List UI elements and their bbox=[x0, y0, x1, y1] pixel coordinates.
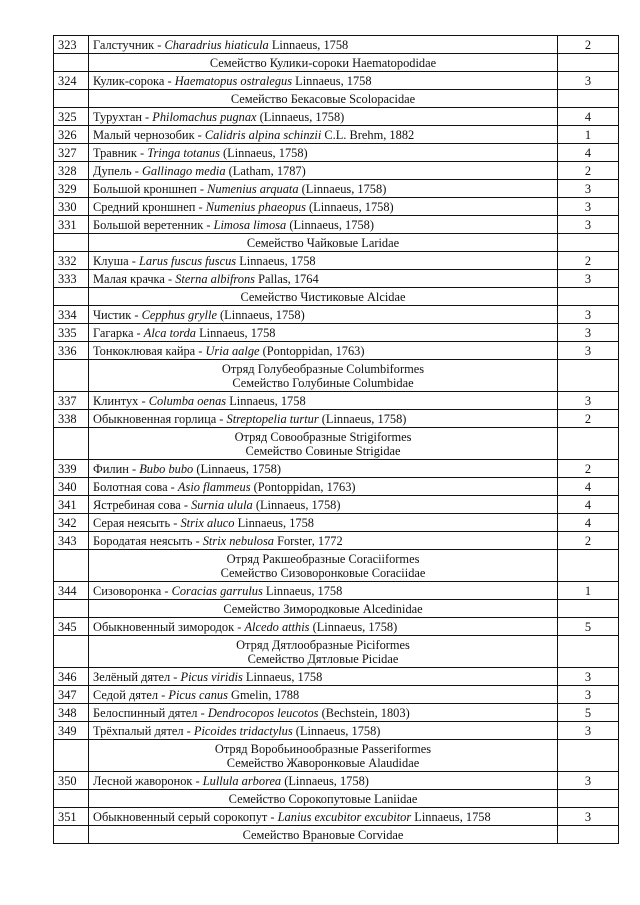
author-year: (Pontoppidan, 1763) bbox=[259, 344, 365, 358]
species-name-cell bbox=[89, 306, 558, 324]
species-row bbox=[54, 36, 619, 54]
russian-name: Средний кроншнеп - bbox=[93, 200, 206, 214]
empty-cell bbox=[558, 90, 619, 108]
empty-cell bbox=[54, 54, 89, 72]
author-year: Pallas, 1764 bbox=[254, 272, 319, 286]
species-number: 344 bbox=[54, 582, 89, 600]
species-number: 346 bbox=[54, 668, 89, 686]
taxon-heading-line: Отряд Совообразные Strigiformes bbox=[234, 430, 412, 444]
latin-name: Streptopelia turtur bbox=[226, 412, 319, 426]
status-category: 2 bbox=[558, 36, 619, 54]
species-name-cell bbox=[89, 392, 558, 410]
author-year: (Linnaeus, 1758) bbox=[318, 412, 407, 426]
status-category: 5 bbox=[558, 618, 619, 636]
group-row bbox=[54, 636, 619, 668]
taxon-heading-line: Отряд Голубеобразные Columbiformes bbox=[221, 362, 425, 376]
author-year: (Linnaeus, 1758) bbox=[309, 620, 398, 634]
status-category: 4 bbox=[558, 108, 619, 126]
species-row bbox=[54, 410, 619, 428]
taxon-group-heading bbox=[89, 288, 558, 306]
document-page bbox=[53, 35, 619, 844]
status-category: 3 bbox=[558, 306, 619, 324]
taxon-heading-line: Семейство Чайковые Laridae bbox=[246, 236, 400, 250]
species-row bbox=[54, 126, 619, 144]
status-category: 1 bbox=[558, 582, 619, 600]
species-row bbox=[54, 478, 619, 496]
status-category: 3 bbox=[558, 686, 619, 704]
species-name-cell bbox=[89, 722, 558, 740]
species-row bbox=[54, 496, 619, 514]
russian-name: Обыкновенная горлица - bbox=[93, 412, 227, 426]
latin-name: Numenius arquata bbox=[207, 182, 299, 196]
author-year: (Latham, 1787) bbox=[225, 164, 306, 178]
status-category: 5 bbox=[558, 704, 619, 722]
species-row bbox=[54, 216, 619, 234]
russian-name: Зелёный дятел - bbox=[93, 670, 181, 684]
latin-name: Coracias garrulus bbox=[171, 584, 263, 598]
status-category: 3 bbox=[558, 72, 619, 90]
species-row bbox=[54, 306, 619, 324]
species-row bbox=[54, 772, 619, 790]
latin-name: Dendrocopos leucotos bbox=[207, 706, 319, 720]
species-number: 340 bbox=[54, 478, 89, 496]
species-row bbox=[54, 514, 619, 532]
species-row bbox=[54, 144, 619, 162]
taxon-heading-line: Семейство Чистиковые Alcidae bbox=[240, 290, 406, 304]
species-name-cell bbox=[89, 162, 558, 180]
latin-name: Lullula arborea bbox=[202, 774, 282, 788]
author-year: (Pontoppidan, 1763) bbox=[250, 480, 356, 494]
author-year: Linnaeus, 1758 bbox=[262, 584, 343, 598]
species-name-cell bbox=[89, 668, 558, 686]
species-table-body bbox=[54, 36, 619, 844]
species-row bbox=[54, 532, 619, 550]
author-year: (Linnaeus, 1758) bbox=[292, 724, 381, 738]
latin-name: Charadrius hiaticula bbox=[164, 38, 269, 52]
author-year: (Linnaeus, 1758) bbox=[216, 308, 305, 322]
taxon-group-heading bbox=[89, 826, 558, 844]
species-number: 339 bbox=[54, 460, 89, 478]
empty-cell bbox=[54, 90, 89, 108]
latin-name: Sterna albifrons bbox=[175, 272, 255, 286]
species-row bbox=[54, 324, 619, 342]
taxon-heading-line: Семейство Сорокопутовые Laniidae bbox=[228, 792, 418, 806]
taxon-group-heading bbox=[89, 600, 558, 618]
species-number: 347 bbox=[54, 686, 89, 704]
species-name-cell bbox=[89, 460, 558, 478]
group-row bbox=[54, 234, 619, 252]
species-row bbox=[54, 460, 619, 478]
group-row bbox=[54, 550, 619, 582]
russian-name: Травник - bbox=[93, 146, 148, 160]
status-category: 3 bbox=[558, 198, 619, 216]
species-name-cell bbox=[89, 216, 558, 234]
species-number: 328 bbox=[54, 162, 89, 180]
russian-name: Гагарка - bbox=[93, 326, 144, 340]
empty-cell bbox=[54, 428, 89, 460]
species-name-cell bbox=[89, 108, 558, 126]
species-name-cell bbox=[89, 72, 558, 90]
species-name-cell bbox=[89, 410, 558, 428]
russian-name: Кулик-сорока - bbox=[93, 74, 175, 88]
group-row bbox=[54, 360, 619, 392]
latin-name: Haematopus ostralegus bbox=[174, 74, 293, 88]
taxon-group-heading bbox=[89, 740, 558, 772]
species-row bbox=[54, 270, 619, 288]
status-category: 3 bbox=[558, 342, 619, 360]
status-category: 3 bbox=[558, 180, 619, 198]
empty-cell bbox=[54, 636, 89, 668]
author-year: (Linnaeus, 1758) bbox=[281, 774, 369, 788]
author-year: Linnaeus, 1758 bbox=[234, 516, 314, 530]
species-name-cell bbox=[89, 808, 558, 826]
author-year: (Linnaeus, 1758) bbox=[298, 182, 387, 196]
species-row bbox=[54, 582, 619, 600]
group-row bbox=[54, 288, 619, 306]
species-name-cell bbox=[89, 514, 558, 532]
group-row bbox=[54, 790, 619, 808]
latin-name: Asio flammeus bbox=[177, 480, 251, 494]
latin-name: Gallinago media bbox=[141, 164, 226, 178]
author-year: Linnaeus, 1758 bbox=[268, 38, 349, 52]
taxon-heading-line: Семейство Дятловые Picidae bbox=[247, 652, 399, 666]
taxon-heading-line: Отряд Воробьинообразные Passeriformes bbox=[214, 742, 432, 756]
empty-cell bbox=[558, 428, 619, 460]
latin-name: Bubo bubo bbox=[139, 462, 194, 476]
species-table bbox=[53, 35, 619, 844]
latin-name: Picus viridis bbox=[180, 670, 243, 684]
taxon-group-heading bbox=[89, 360, 558, 392]
empty-cell bbox=[558, 600, 619, 618]
russian-name: Ястребиная сова - bbox=[93, 498, 192, 512]
russian-name: Малый чернозобик - bbox=[93, 128, 205, 142]
taxon-heading-line: Семейство Кулики-сороки Haematopodidae bbox=[209, 56, 437, 70]
taxon-heading-line: Семейство Голубиные Columbidae bbox=[232, 376, 414, 390]
russian-name: Седой дятел - bbox=[93, 688, 169, 702]
species-name-cell bbox=[89, 126, 558, 144]
species-number: 348 bbox=[54, 704, 89, 722]
status-category: 2 bbox=[558, 252, 619, 270]
author-year: (Linnaeus, 1758) bbox=[219, 146, 308, 160]
species-row bbox=[54, 618, 619, 636]
russian-name: Серая неясыть - bbox=[93, 516, 181, 530]
author-year: Linnaeus, 1758 bbox=[196, 326, 276, 340]
group-row bbox=[54, 600, 619, 618]
species-number: 341 bbox=[54, 496, 89, 514]
species-row bbox=[54, 722, 619, 740]
species-number: 335 bbox=[54, 324, 89, 342]
species-name-cell bbox=[89, 36, 558, 54]
species-row bbox=[54, 252, 619, 270]
status-category: 3 bbox=[558, 722, 619, 740]
species-row bbox=[54, 668, 619, 686]
taxon-group-heading bbox=[89, 790, 558, 808]
russian-name: Филин - bbox=[93, 462, 140, 476]
species-number: 332 bbox=[54, 252, 89, 270]
author-year: (Linnaeus, 1758) bbox=[305, 200, 394, 214]
empty-cell bbox=[54, 600, 89, 618]
status-category: 3 bbox=[558, 392, 619, 410]
russian-name: Обыкновенный серый сорокопут - bbox=[93, 810, 278, 824]
species-number: 327 bbox=[54, 144, 89, 162]
species-name-cell bbox=[89, 252, 558, 270]
species-row bbox=[54, 180, 619, 198]
latin-name: Larus fuscus fuscus bbox=[139, 254, 237, 268]
species-row bbox=[54, 686, 619, 704]
taxon-heading-line: Семейство Бекасовые Scolopacidae bbox=[230, 92, 416, 106]
russian-name: Турухтан - bbox=[93, 110, 153, 124]
species-name-cell bbox=[89, 532, 558, 550]
author-year: Gmelin, 1788 bbox=[227, 688, 300, 702]
species-number: 330 bbox=[54, 198, 89, 216]
species-name-cell bbox=[89, 478, 558, 496]
taxon-group-heading bbox=[89, 428, 558, 460]
status-category: 2 bbox=[558, 410, 619, 428]
russian-name: Клуша - bbox=[93, 254, 140, 268]
status-category: 2 bbox=[558, 460, 619, 478]
taxon-heading-line: Семейство Зимородковые Alcedinidae bbox=[223, 602, 423, 616]
russian-name: Трёхпалый дятел - bbox=[93, 724, 194, 738]
empty-cell bbox=[54, 826, 89, 844]
latin-name: Alcedo atthis bbox=[244, 620, 310, 634]
status-category: 4 bbox=[558, 144, 619, 162]
taxon-heading-line: Семейство Совиные Strigidae bbox=[245, 444, 401, 458]
author-year: Linnaeus, 1758 bbox=[411, 810, 491, 824]
status-category: 4 bbox=[558, 496, 619, 514]
species-number: 333 bbox=[54, 270, 89, 288]
taxon-group-heading bbox=[89, 90, 558, 108]
latin-name: Picoides tridactylus bbox=[193, 724, 293, 738]
status-category: 2 bbox=[558, 162, 619, 180]
latin-name: Limosa limosa bbox=[213, 218, 287, 232]
group-row bbox=[54, 826, 619, 844]
russian-name: Чистик - bbox=[93, 308, 142, 322]
empty-cell bbox=[558, 54, 619, 72]
empty-cell bbox=[558, 288, 619, 306]
species-row bbox=[54, 392, 619, 410]
species-number: 350 bbox=[54, 772, 89, 790]
status-category: 3 bbox=[558, 808, 619, 826]
taxon-group-heading bbox=[89, 54, 558, 72]
species-name-cell bbox=[89, 582, 558, 600]
empty-cell bbox=[558, 740, 619, 772]
latin-name: Lanius excubitor excubitor bbox=[277, 810, 412, 824]
species-row bbox=[54, 72, 619, 90]
species-name-cell bbox=[89, 270, 558, 288]
species-row bbox=[54, 342, 619, 360]
empty-cell bbox=[558, 790, 619, 808]
russian-name: Белоспинный дятел - bbox=[93, 706, 208, 720]
status-category: 3 bbox=[558, 216, 619, 234]
species-name-cell bbox=[89, 686, 558, 704]
species-number: 338 bbox=[54, 410, 89, 428]
russian-name: Тонкоклювая кайра - bbox=[93, 344, 206, 358]
empty-cell bbox=[558, 360, 619, 392]
taxon-heading-line: Семейство Жаворонковые Alaudidae bbox=[226, 756, 420, 770]
group-row bbox=[54, 90, 619, 108]
species-number: 334 bbox=[54, 306, 89, 324]
empty-cell bbox=[54, 740, 89, 772]
author-year: Linnaeus, 1758 bbox=[236, 254, 316, 268]
status-category: 1 bbox=[558, 126, 619, 144]
russian-name: Галстучник - bbox=[93, 38, 165, 52]
species-number: 343 bbox=[54, 532, 89, 550]
taxon-group-heading bbox=[89, 636, 558, 668]
author-year: (Linnaeus, 1758) bbox=[256, 110, 345, 124]
russian-name: Клинтух - bbox=[93, 394, 149, 408]
species-number: 342 bbox=[54, 514, 89, 532]
status-category: 3 bbox=[558, 772, 619, 790]
species-row bbox=[54, 162, 619, 180]
status-category: 3 bbox=[558, 270, 619, 288]
author-year: (Bechstein, 1803) bbox=[318, 706, 410, 720]
latin-name: Surnia ulula bbox=[191, 498, 253, 512]
species-row bbox=[54, 198, 619, 216]
species-number: 323 bbox=[54, 36, 89, 54]
species-name-cell bbox=[89, 772, 558, 790]
author-year: Forster, 1772 bbox=[273, 534, 343, 548]
russian-name: Дупель - bbox=[93, 164, 142, 178]
empty-cell bbox=[558, 636, 619, 668]
species-name-cell bbox=[89, 180, 558, 198]
author-year: (Linnaeus, 1758) bbox=[286, 218, 374, 232]
group-row bbox=[54, 428, 619, 460]
latin-name: Tringa totanus bbox=[147, 146, 220, 160]
group-row bbox=[54, 740, 619, 772]
latin-name: Strix nebulosa bbox=[202, 534, 274, 548]
empty-cell bbox=[558, 234, 619, 252]
author-year: C.L. Brehm, 1882 bbox=[321, 128, 415, 142]
status-category: 3 bbox=[558, 324, 619, 342]
taxon-heading-line: Семейство Врановые Corvidae bbox=[242, 828, 404, 842]
species-number: 326 bbox=[54, 126, 89, 144]
species-number: 349 bbox=[54, 722, 89, 740]
latin-name: Calidris alpina schinzii bbox=[204, 128, 322, 142]
empty-cell bbox=[54, 288, 89, 306]
species-name-cell bbox=[89, 324, 558, 342]
latin-name: Picus canus bbox=[168, 688, 228, 702]
species-number: 351 bbox=[54, 808, 89, 826]
taxon-heading-line: Отряд Ракшеобразные Coraciiformes bbox=[226, 552, 420, 566]
species-name-cell bbox=[89, 496, 558, 514]
latin-name: Uria aalge bbox=[205, 344, 260, 358]
species-number: 324 bbox=[54, 72, 89, 90]
status-category: 3 bbox=[558, 668, 619, 686]
empty-cell bbox=[558, 550, 619, 582]
latin-name: Numenius phaeopus bbox=[205, 200, 306, 214]
latin-name: Philomachus pugnax bbox=[152, 110, 257, 124]
empty-cell bbox=[54, 790, 89, 808]
status-category: 2 bbox=[558, 532, 619, 550]
taxon-heading-line: Семейство Сизоворонковые Coraciidae bbox=[220, 566, 426, 580]
author-year: Linnaeus, 1758 bbox=[226, 394, 306, 408]
taxon-group-heading bbox=[89, 234, 558, 252]
russian-name: Большой веретенник - bbox=[93, 218, 214, 232]
author-year: (Linnaeus, 1758) bbox=[193, 462, 281, 476]
russian-name: Болотная сова - bbox=[93, 480, 178, 494]
latin-name: Alca torda bbox=[143, 326, 196, 340]
russian-name: Лесной жаворонок - bbox=[93, 774, 203, 788]
russian-name: Малая крачка - bbox=[93, 272, 176, 286]
empty-cell bbox=[54, 234, 89, 252]
status-category: 4 bbox=[558, 514, 619, 532]
author-year: (Linnaeus, 1758) bbox=[252, 498, 341, 512]
russian-name: Обыкновенный зимородок - bbox=[93, 620, 245, 634]
latin-name: Strix aluco bbox=[180, 516, 235, 530]
empty-cell bbox=[558, 826, 619, 844]
russian-name: Сизоворонка - bbox=[93, 584, 172, 598]
author-year: Linnaeus, 1758 bbox=[242, 670, 323, 684]
species-name-cell bbox=[89, 198, 558, 216]
author-year: Linnaeus, 1758 bbox=[292, 74, 372, 88]
species-number: 325 bbox=[54, 108, 89, 126]
species-number: 336 bbox=[54, 342, 89, 360]
species-number: 329 bbox=[54, 180, 89, 198]
taxon-heading-line: Отряд Дятлообразные Piciformes bbox=[236, 638, 410, 652]
status-category: 4 bbox=[558, 478, 619, 496]
russian-name: Большой кроншнеп - bbox=[93, 182, 208, 196]
species-name-cell bbox=[89, 342, 558, 360]
species-name-cell bbox=[89, 618, 558, 636]
empty-cell bbox=[54, 360, 89, 392]
russian-name: Бородатая неясыть - bbox=[93, 534, 203, 548]
species-number: 337 bbox=[54, 392, 89, 410]
species-number: 345 bbox=[54, 618, 89, 636]
species-name-cell bbox=[89, 144, 558, 162]
group-row bbox=[54, 54, 619, 72]
species-number: 331 bbox=[54, 216, 89, 234]
species-row bbox=[54, 808, 619, 826]
species-name-cell bbox=[89, 704, 558, 722]
latin-name: Cepphus grylle bbox=[141, 308, 217, 322]
empty-cell bbox=[54, 550, 89, 582]
species-row bbox=[54, 704, 619, 722]
latin-name: Columba oenas bbox=[148, 394, 227, 408]
taxon-group-heading bbox=[89, 550, 558, 582]
species-row bbox=[54, 108, 619, 126]
